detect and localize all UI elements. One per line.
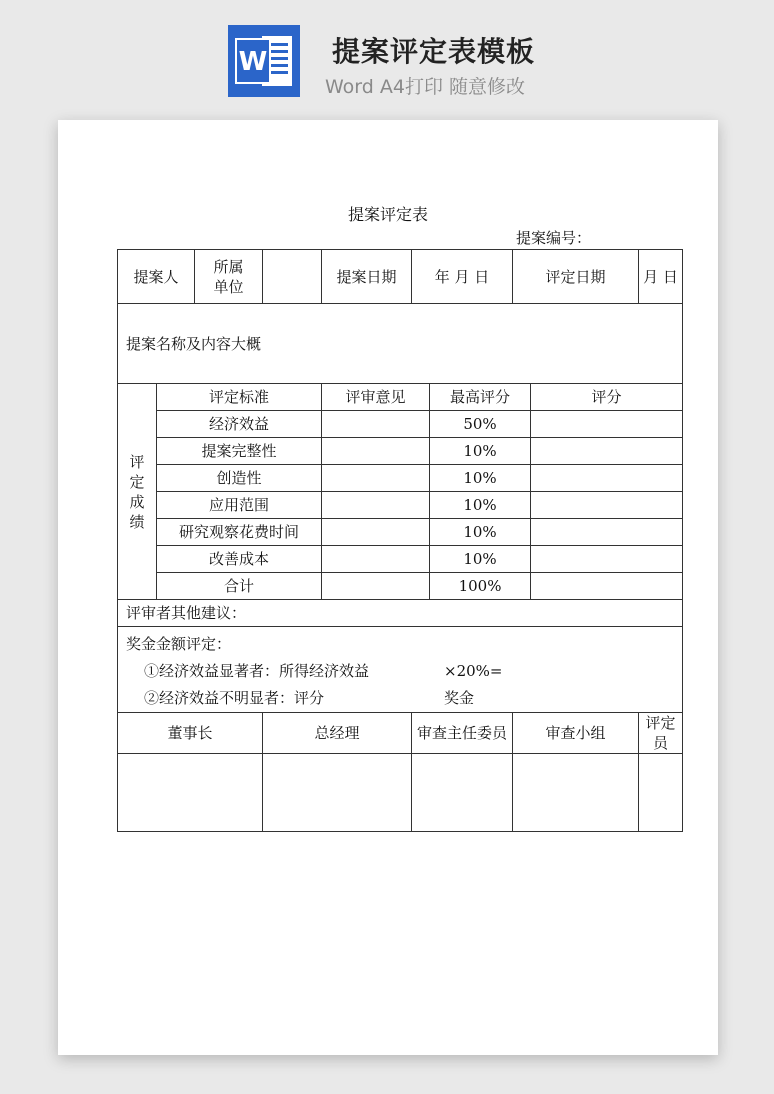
unit-label-line2: 单位 [213, 277, 244, 296]
score-cell[interactable] [531, 546, 683, 573]
bonus-line-1 [126, 658, 678, 685]
comment-cell[interactable] [322, 465, 430, 492]
table-row [118, 411, 683, 438]
score-cell[interactable] [531, 465, 683, 492]
template-header [0, 0, 774, 120]
table-row [118, 546, 683, 573]
table-row [118, 573, 683, 600]
criterion-cell: 改善成本 [157, 546, 322, 573]
proposal-date-label: 提案日期 [322, 250, 412, 304]
evaluation-date-label: 评定日期 [513, 250, 639, 304]
bonus-section[interactable] [118, 627, 683, 713]
signature-cell[interactable] [263, 754, 412, 832]
table-row [118, 519, 683, 546]
criterion-cell: 提案完整性 [157, 438, 322, 465]
criterion-cell: 应用范围 [157, 492, 322, 519]
comment-cell[interactable] [322, 573, 430, 600]
comment-cell[interactable] [322, 546, 430, 573]
side-char: 绩 [129, 512, 145, 531]
signature-header: 董事长 [118, 713, 263, 754]
unit-label-line1: 所属 [213, 257, 244, 276]
unit-value-cell[interactable] [263, 250, 322, 304]
table-row [118, 492, 683, 519]
page-subtitle: Word A4打印 随意修改 [325, 76, 526, 98]
proposer-label: 提案人 [118, 250, 195, 304]
max-score-cell: 10% [430, 546, 531, 573]
side-char: 评 [129, 452, 145, 471]
bonus-line-2 [126, 685, 678, 712]
signature-header: 总经理 [263, 713, 412, 754]
bonus-line-1-text: ①经济效益显著者：所得经济效益 [144, 662, 370, 680]
max-score-cell: 100% [430, 573, 531, 600]
header-max-score: 最高评分 [430, 384, 531, 411]
svg-text:W: W [238, 47, 268, 77]
proposal-number-label: 提案编号： [516, 229, 592, 247]
signature-cell[interactable] [513, 754, 639, 832]
criterion-cell: 研究观察花费时间 [157, 519, 322, 546]
other-suggestions-label[interactable]: 评审者其他建议： [118, 600, 683, 627]
signature-cell[interactable] [118, 754, 263, 832]
comment-cell[interactable] [322, 492, 430, 519]
score-cell[interactable] [531, 573, 683, 600]
signature-header: 评定员 [639, 713, 683, 754]
max-score-cell: 10% [430, 465, 531, 492]
evaluation-table [117, 249, 683, 832]
unit-label [195, 250, 263, 304]
proposal-date-value[interactable]: 年 月 日 [412, 250, 513, 304]
max-score-cell: 50% [430, 411, 531, 438]
score-cell[interactable] [531, 492, 683, 519]
score-cell[interactable] [531, 438, 683, 465]
bonus-line-2-text: ②经济效益不明显者：评分 [144, 689, 325, 707]
document-title: 提案评定表 [347, 205, 428, 224]
word-doc-icon [228, 25, 300, 97]
max-score-cell: 10% [430, 492, 531, 519]
proposal-content-label[interactable]: 提案名称及内容大概 [118, 304, 683, 384]
score-cell[interactable] [531, 411, 683, 438]
table-row [118, 465, 683, 492]
evaluation-date-value[interactable]: 月 日 [639, 250, 683, 304]
document-page [58, 120, 718, 1055]
criterion-cell: 创造性 [157, 465, 322, 492]
comment-cell[interactable] [322, 519, 430, 546]
comment-cell[interactable] [322, 438, 430, 465]
bonus-title: 奖金金额评定： [126, 635, 232, 653]
signature-cell[interactable] [639, 754, 683, 832]
score-side-label [118, 384, 157, 600]
page-title: 提案评定表模板 [332, 35, 536, 68]
signature-header: 审查主任委员 [412, 713, 513, 754]
total-cell: 合计 [157, 573, 322, 600]
header-criterion: 评定标准 [157, 384, 322, 411]
criterion-cell: 经济效益 [157, 411, 322, 438]
table-row [118, 438, 683, 465]
header-score: 评分 [531, 384, 683, 411]
signature-header: 审查小组 [513, 713, 639, 754]
max-score-cell: 10% [430, 438, 531, 465]
max-score-cell: 10% [430, 519, 531, 546]
side-char: 定 [129, 472, 145, 491]
header-comments: 评审意见 [322, 384, 430, 411]
side-char: 成 [129, 492, 145, 511]
comment-cell[interactable] [322, 411, 430, 438]
score-cell[interactable] [531, 519, 683, 546]
bonus-line-1-formula: ×20%= [444, 662, 503, 680]
bonus-line-2-label: 奖金 [444, 689, 475, 707]
signature-cell[interactable] [412, 754, 513, 832]
